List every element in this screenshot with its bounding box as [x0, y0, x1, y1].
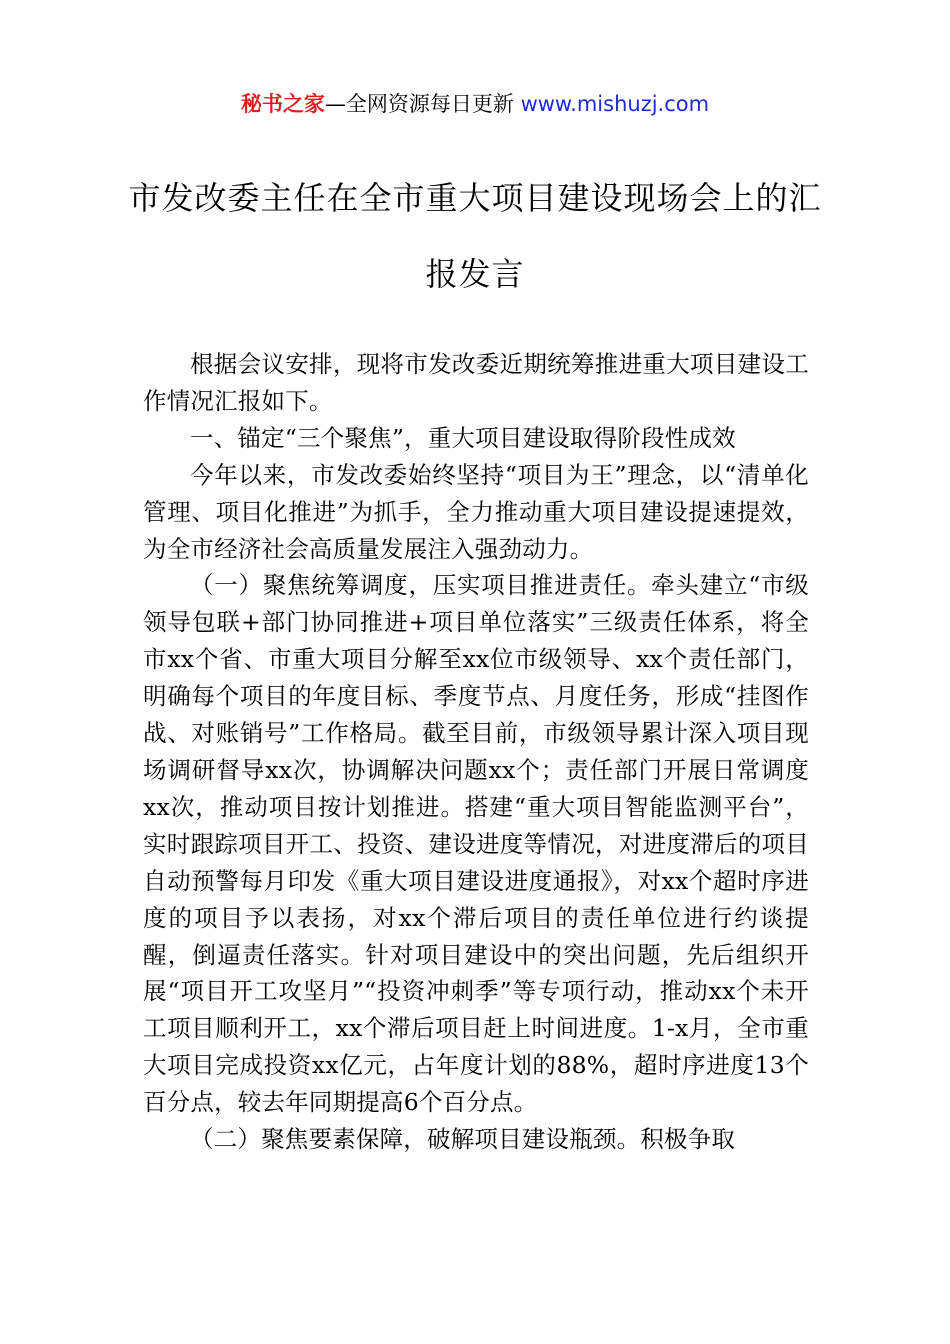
site-header — [0, 88, 950, 120]
site-tagline: —全网资源每日更新 — [324, 92, 514, 116]
site-url-link[interactable]: www.mishuzj.com — [520, 92, 710, 116]
document-body — [143, 346, 809, 1158]
paragraph: （一）聚焦统筹调度，压实项目推进责任。牵头建立“市级领导包联+部门协同推进+项目单位落实”三级责任体系，将全市xx个省、市重大项目分解至xx位市级领导、xx个责任部门，明确每个项目的年度目标、季度节点、月度任务，形成“挂图作战、对账销号”工作格局。截至目前，市级领导累计深入项目现场调研督导xx次，协调解决问题xx个；责任部门开展日常调度xx次，推动项目按计划推进。搭建“重大项目智能监测平台”，实时跟踪项目开工、投资、建设进度等情况，对进度滞后的项目自动预警每月印发《重大项目建设进度通报》，对xx个超时序进度的项目予以表扬，对xx个滞后项目的责任单位进行约谈提醒，倒逼责任落实。针对项目建设中的突出问题，先后组织开展“项目开工攻坚月”“投资冲刺季”等专项行动，推动xx个未开工项目顺利开工，xx个滞后项目赶上时间进度。1-x月，全市重大项目完成投资xx亿元，占年度计划的88%，超时序进度13个百分点，较去年同期提高6个百分点。 — [143, 571, 809, 1117]
paragraph: （二）聚焦要素保障，破解项目建设瓶颈。积极争取 — [190, 1125, 736, 1154]
document-title: 市发改委主任在全市重大项目建设现场会上的汇报发言 — [128, 179, 822, 293]
site-brand: 秘书之家 — [240, 92, 325, 116]
paragraph: 今年以来，市发改委始终坚持“项目为王”理念，以“清单化管理、项目化推进”为抓手，全力推动重大项目建设提速提效，为全市经济社会高质量发展注入强劲动力。 — [143, 460, 809, 563]
paragraph: 根据会议安排，现将市发改委近期统筹推进重大项目建设工作情况汇报如下。 — [143, 350, 809, 415]
section-heading: 一、锚定“三个聚焦”，重大项目建设取得阶段性成效 — [190, 423, 736, 452]
